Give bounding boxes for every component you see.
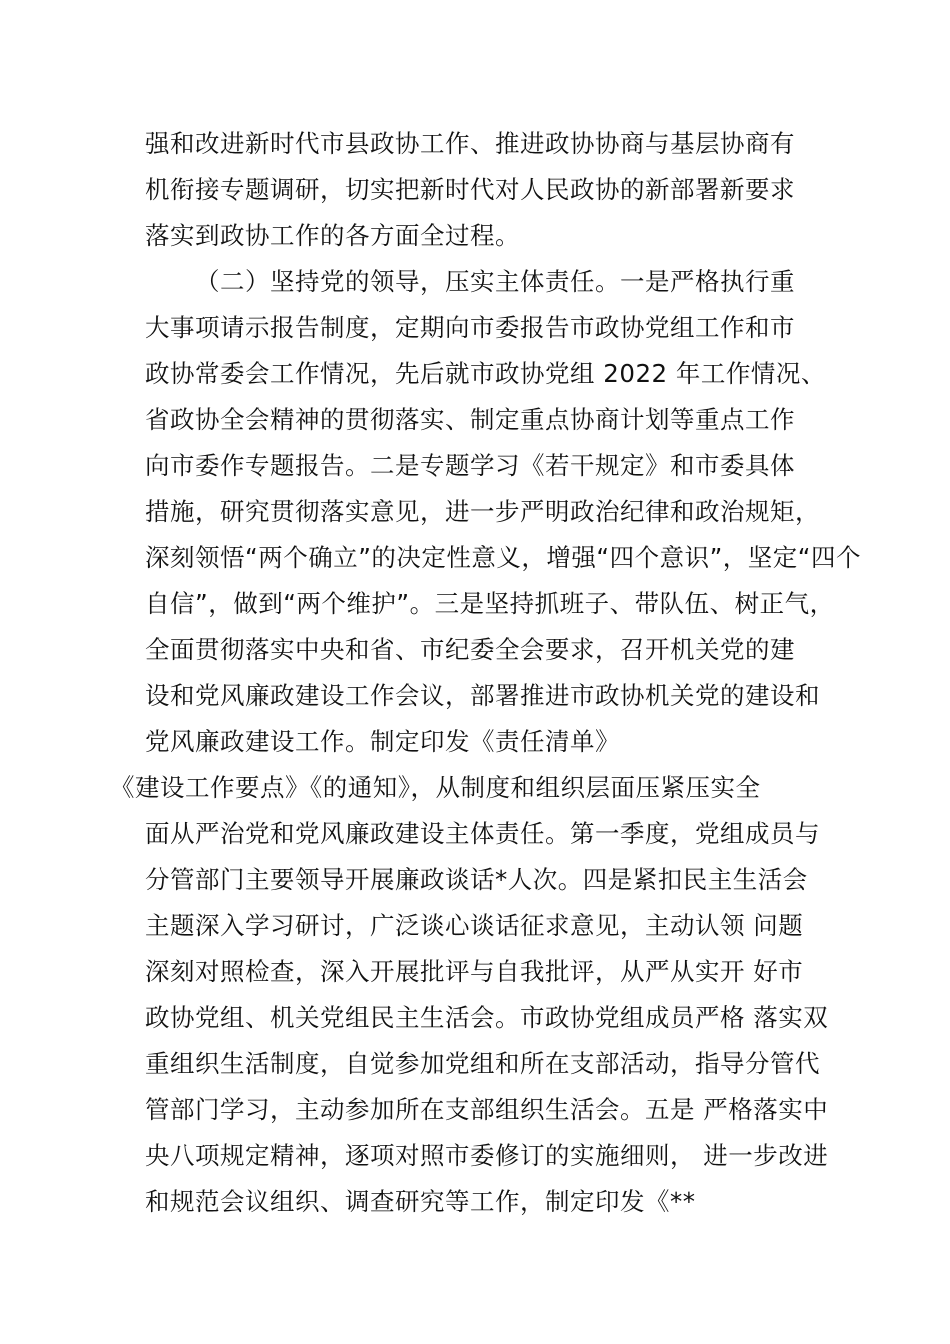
text-line: 政协常委会工作情况，先后就市政协党组 2022 年工作情况、 — [145, 359, 826, 388]
text-line: 自信”，做到“两个维护”。三是坚持抓班子、带队伍、树正气， — [145, 589, 835, 618]
text-line: 落实到政协工作的各方面全过程。 — [145, 221, 520, 250]
text-line: 全面贯彻落实中央和省、市纪委全会要求，召开机关党的建 — [145, 635, 795, 664]
text-line: 向市委作专题报告。二是专题学习《若干规定》和市委具体 — [145, 451, 795, 480]
text-line: 主题深入学习研讨，广泛谈心谈话征求意见，主动认领 问题 — [145, 911, 804, 940]
text-line: 省政协全会精神的贯彻落实、制定重点协商计划等重点工作 — [145, 405, 795, 434]
text-line: 和规范会议组织、调查研究等工作，制定印发《** — [145, 1187, 696, 1216]
text-line: 深刻领悟“两个确立”的决定性意义，增强“四个意识”，坚定“四个 — [145, 543, 861, 572]
text-line: 政协党组、机关党组民主生活会。市政协党组成员严格 落实双 — [145, 1003, 829, 1032]
paragraph-start-line: （二）坚持党的领导，压实主体责任。一是严格执行重 — [195, 267, 795, 296]
text-line: 强和改进新时代市县政协工作、推进政协协商与基层协商有 — [145, 129, 795, 158]
text-line: 设和党风廉政建设工作会议，部署推进市政协机关党的建设和 — [145, 681, 820, 710]
text-line: 机衔接专题调研，切实把新时代对人民政协的新部署新要求 — [145, 175, 795, 204]
text-line: 央八项规定精神，逐项对照市委修订的实施细则， 进一步改进 — [145, 1141, 829, 1170]
text-line: 重组织生活制度，自觉参加党组和所在支部活动，指导分管代 — [145, 1049, 820, 1078]
text-line: 大事项请示报告制度，定期向市委报告市政协党组工作和市 — [145, 313, 795, 342]
text-line: 党风廉政建设工作。制定印发《责任清单》 — [145, 727, 620, 756]
text-line: 面从严治党和党风廉政建设主体责任。第一季度，党组成员与 — [145, 819, 820, 848]
text-line: 《建设工作要点》《的通知》，从制度和组织层面压紧压实全 — [110, 773, 761, 802]
text-line: 管部门学习，主动参加所在支部组织生活会。五是 严格落实中 — [145, 1095, 829, 1124]
text-line: 深刻对照检查，深入开展批评与自我批评，从严从实开 好市 — [145, 957, 804, 986]
text-line: 分管部门主要领导开展廉政谈话*人次。四是紧扣民主生活会 — [145, 865, 808, 894]
text-line: 措施，研究贯彻落实意见，进一步严明政治纪律和政治规矩， — [145, 497, 820, 526]
